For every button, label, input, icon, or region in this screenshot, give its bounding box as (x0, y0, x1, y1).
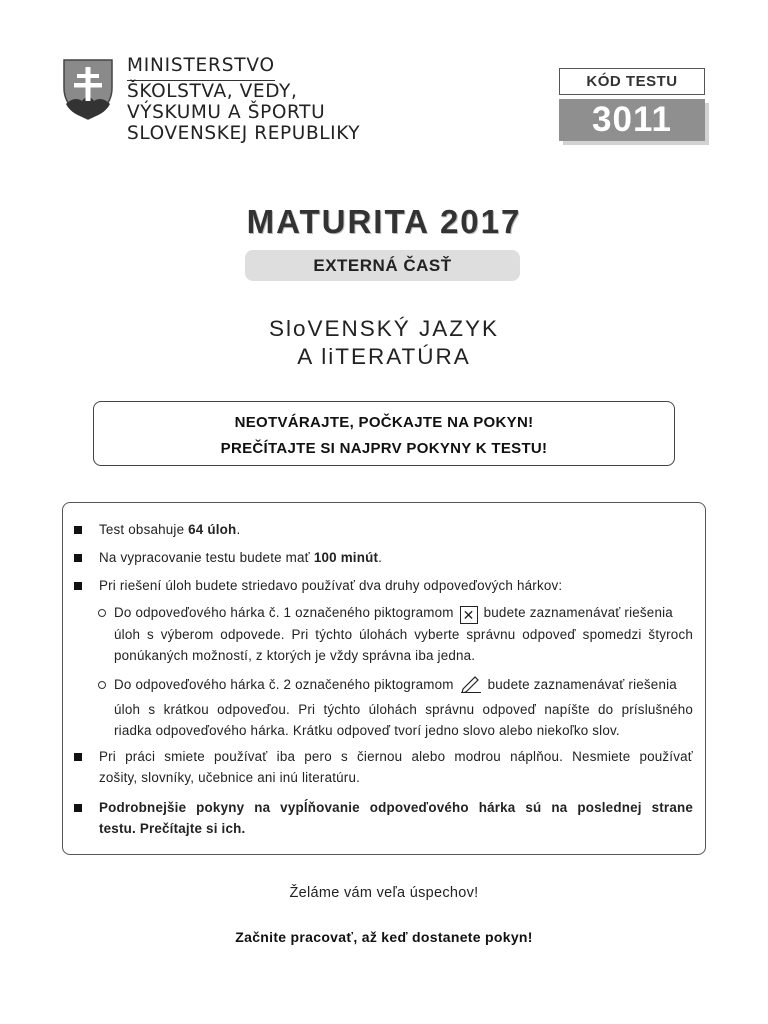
sub-1-line-3: ponúkaných možností, z ktorých je vždy správna iba jedna. (114, 648, 476, 663)
bullet-square-icon (74, 526, 82, 534)
bullet-circle-icon (98, 609, 106, 617)
warning-line-1: NEOTVÁRAJTE, POČKAJTE NA POKYN! (234, 414, 534, 431)
slovak-double-cross-crest-icon (62, 58, 114, 120)
item-1-text: Test obsahuje (99, 522, 189, 537)
ministry-top-line: MINISTERSTVO (127, 55, 275, 81)
item-2-text: Na vypracovanie testu budete mať (99, 550, 314, 565)
item-2-bold: 100 minút (313, 550, 379, 565)
test-code-label: KÓD TESTU (559, 68, 705, 95)
sub-2-line-2: úloh s krátkou odpoveďou. Pri týchto úlohách správnu odpoveď napíšte do príslušného (114, 702, 693, 717)
ministry-line-1: ŠKOLSTVA, VEDY, (127, 81, 298, 102)
start-instruction: Začnite pracovať, až keď dostanete pokyn! (235, 929, 533, 945)
item-4-line-1: Pri práci smiete používať iba pero s čiernou alebo modrou náplňou. Nesmiete používať (99, 749, 693, 764)
sub-1-line-1: Do odpoveďového hárka č. 1 označeného piktogramom ✕ budete zaznamenávať riešenia (114, 605, 673, 623)
ministry-line-3: SLOVENSKEJ REPUBLIKY (127, 123, 361, 144)
sub-2-line-1: Do odpoveďového hárka č. 2 označeného piktogramom budete zaznamenávať riešenia (114, 674, 693, 699)
item-5-line-2: testu. Prečítajte si ich. (99, 821, 246, 836)
item-1-end: . (236, 522, 241, 537)
subject-title (0, 315, 768, 371)
header (0, 0, 768, 170)
ministry-line-2: VÝSKUMU A ŠPORTU (127, 102, 326, 123)
sub-2-line-3: riadka odpoveďového hárka. Krátku odpoveď tvorí jedno slovo alebo niekoľko slov. (114, 723, 620, 738)
checkbox-x-icon: ✕ (460, 606, 478, 624)
bullet-square-icon (74, 582, 82, 590)
item-5-line-1: Podrobnejšie pokyny na vypĺňovanie odpoveďového hárka sú na poslednej strane (99, 800, 693, 815)
bullet-circle-icon (98, 681, 106, 689)
subject-line-2: A liTERATÚRA (297, 344, 471, 369)
item-4-line-2: zošity, slovníky, učebnice ani inú literatúru. (99, 770, 361, 785)
pen-icon (460, 675, 482, 699)
warning-line-2: PREČÍTAJTE SI NAJPRV POKYNY K TESTU! (220, 440, 548, 457)
warning-box (93, 401, 675, 466)
instructions-box (62, 502, 706, 855)
item-1-bold: 64 úloh (188, 522, 237, 537)
bullet-square-icon (74, 753, 82, 761)
item-2-end: . (378, 550, 383, 565)
exam-title: MATURITA 2017 (246, 203, 522, 240)
good-luck-message: Želáme vám veľa úspechov! (289, 885, 479, 901)
subject-line-1: SloVENSKÝ JAZYK (268, 316, 500, 341)
exam-part-badge: EXTERNÁ ČASŤ (245, 250, 520, 281)
sub-1-line-2: úloh s výberom odpovede. Pri týchto úlohách vyberte správnu odpoveď spomedzi štyroch (114, 627, 693, 642)
ministry-name (127, 55, 360, 144)
test-code-value: 3011 (559, 99, 705, 141)
item-3-text: Pri riešení úloh budete striedavo používať dva druhy odpoveďových hárkov: (99, 578, 563, 593)
bullet-square-icon (74, 804, 82, 812)
bullet-square-icon (74, 554, 82, 562)
